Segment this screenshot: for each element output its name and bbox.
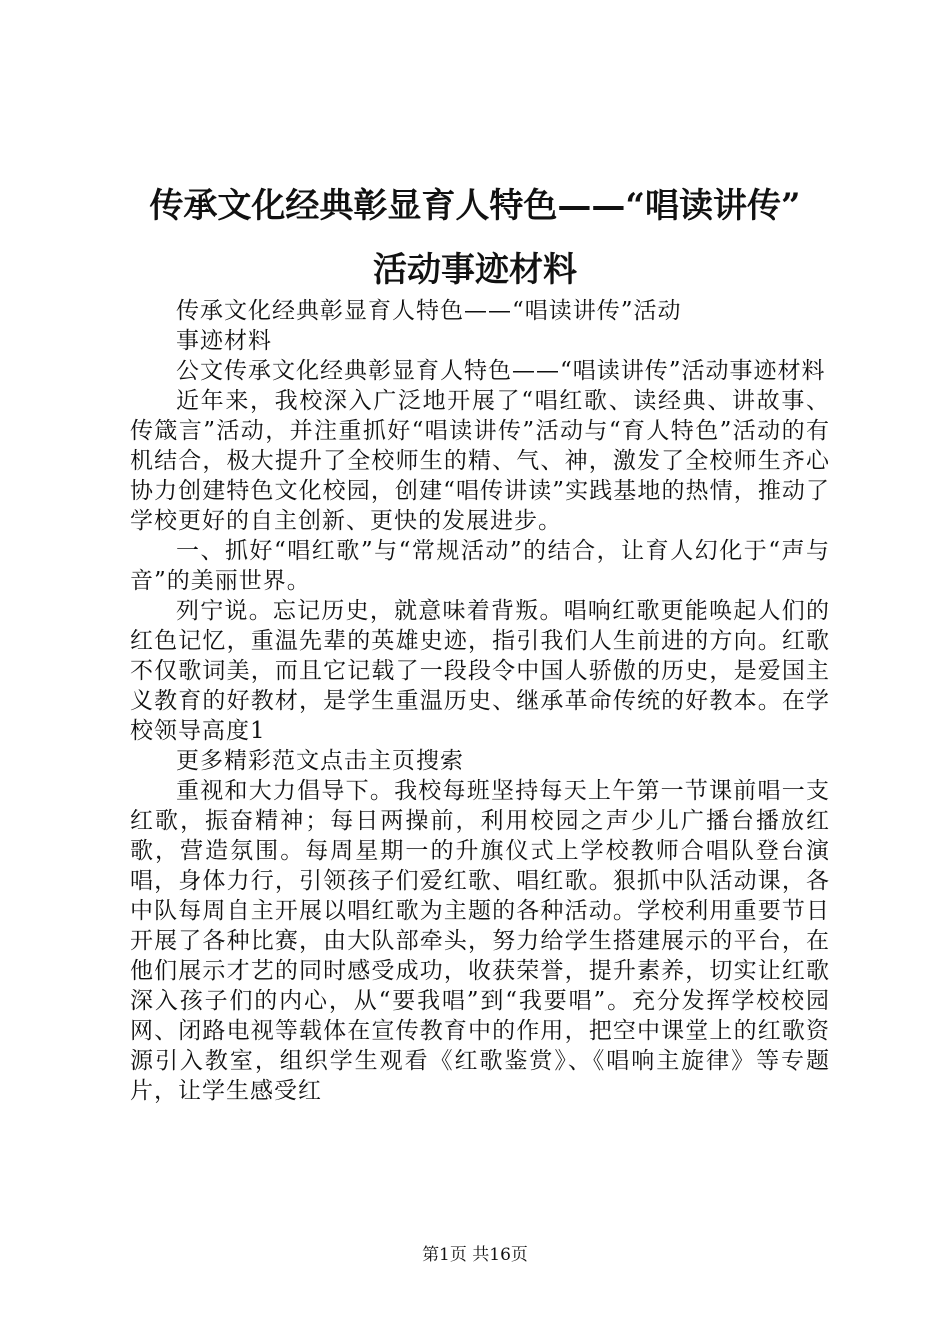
body-paragraph: 近年来，我校深入广泛地开展了“唱红歌、读经典、讲故事、传箴言”活动，并注重抓好“唱读讲传”活动与“育人特色”活动的有机结合，极大提升了全校师生的精、气、神，激发了全校师生齐心协力创建特色文化校园，创建“唱传讲读”实践基地的热情，推动了学校更好的自主创新、更快的发展进步。 (130, 388, 830, 534)
section-heading: 一、抓好“唱红歌”与“常规活动”的结合，让育人幻化于“声与音”的美丽世界。 (130, 538, 830, 594)
subtitle-line-1: 传承文化经典彰显育人特色——“唱读讲传”活动 (176, 298, 682, 324)
body-paragraph: 公文传承文化经典彰显育人特色——“唱读讲传”活动事迹材料 (176, 358, 826, 384)
body-paragraph: 列宁说。忘记历史，就意味着背叛。唱响红歌更能唤起人们的红色记忆，重温先辈的英雄史迹，指引我们人生前进的方向。红歌不仅歌词美，而且它记载了一段段令中国人骄傲的历史，是爱国主义教育的好教材，是学生重温历史、继承革命传统的好教本。在学校领导高度1 (130, 598, 830, 744)
page-footer: 第1页 共16页 (422, 1245, 528, 1265)
subtitle-line-2: 事迹材料 (176, 328, 272, 354)
body-paragraph: 重视和大力倡导下。我校每班坚持每天上午第一节课前唱一支红歌，振奋精神；每日两操前，利用校园之声少儿广播台播放红歌，营造氛围。每周星期一的升旗仪式上学校教师合唱队登台演唱，身体力行，引领孩子们爱红歌、唱红歌。狠抓中队活动课，各中队每周自主开展以唱红歌为主题的各种活动。学校利用重要节日开展了各种比赛，由大队部牵头，努力给学生搭建展示的平台，在他们展示才艺的同时感受成功，收获荣誉，提升素养，切实让红歌深入孩子们的内心，从“要我唱”到“我要唱”。充分发挥学校校园网、闭路电视等载体在宣传教育中的作用，把空中课堂上的红歌资源引入教室，组织学生观看《红歌鉴赏》、《唱响主旋律》等专题片，让学生感受红 (130, 778, 830, 1104)
document-body (130, 296, 830, 1106)
document-title-line-2: 活动事迹材料 (373, 250, 577, 290)
document-title-line-1: 传承文化经典彰显育人特色——“唱读讲传” (149, 186, 801, 226)
promo-line: 更多精彩范文点击主页搜索 (176, 748, 464, 774)
